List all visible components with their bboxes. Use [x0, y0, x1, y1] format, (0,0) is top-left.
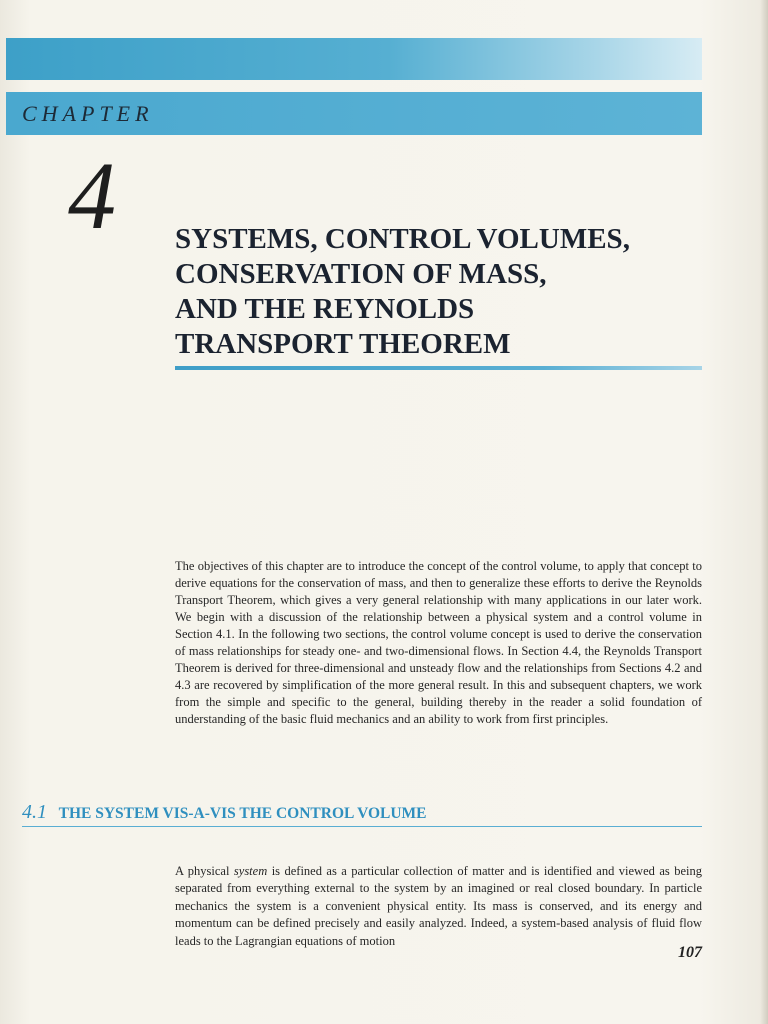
page-edge-shadow [760, 0, 768, 1024]
body-text-rest: is defined as a particular collection of matter and is identified and viewed as being separated from everything external to the system by an imagined or real closed boundary. In particle mechanics the system is a convenient physical entity. Its mass is conserved, and its energy and momentum can be defined precisely and easily analyzed. Indeed, a system-based analysis of fluid flow leads to the Lagrangian equations of motion [175, 863, 702, 948]
title-underline-rule [175, 366, 702, 370]
section-heading [22, 801, 702, 824]
chapter-number: 4 [68, 142, 116, 249]
header-decorative-band [6, 38, 702, 80]
section-title: THE SYSTEM VIS-A-VIS THE CONTROL VOLUME [58, 805, 427, 822]
chapter-label: CHAPTER [22, 101, 154, 126]
page-number: 107 [678, 944, 702, 961]
section-body-paragraph [175, 863, 702, 951]
chapter-title [175, 222, 715, 362]
chapter-intro-paragraph: The objectives of this chapter are to introduce the concept of the control volume, to apply that concept to derive equations for the conservation of mass, and then to generalize these efforts to derive the Reynolds Transport Theorem, which gives a very general relationship with many applications in our later work. We begin with a discussion of the relationship between a physical system and a control volume in Section 4.1. In the following two sections, the control volume concept is used to derive the conservation of mass relationships for steady one- and two-dimensional flows. In Section 4.4, the Reynolds Transport Theorem is derived for three-dimensional and unsteady flow and the relationships from Sections 4.2 and 4.3 are recovered by simplification of the more general result. In this and subsequent chapters, we work from the simple and specific to the general, building thereby in the reader a solid foundation of understanding of the basic fluid mechanics and an ability to work from first principles. [175, 558, 702, 727]
section-heading-rule [22, 826, 702, 827]
body-emphasis-term: system [233, 863, 268, 878]
chapter-title-line: CONSERVATION OF MASS, [175, 258, 547, 290]
chapter-title-line: TRANSPORT THEOREM [175, 328, 511, 360]
body-text-start: A physical [175, 863, 234, 878]
chapter-title-line: SYSTEMS, CONTROL VOLUMES, [175, 223, 630, 255]
chapter-title-line: AND THE REYNOLDS [175, 293, 475, 325]
section-number: 4.1 [22, 801, 47, 823]
